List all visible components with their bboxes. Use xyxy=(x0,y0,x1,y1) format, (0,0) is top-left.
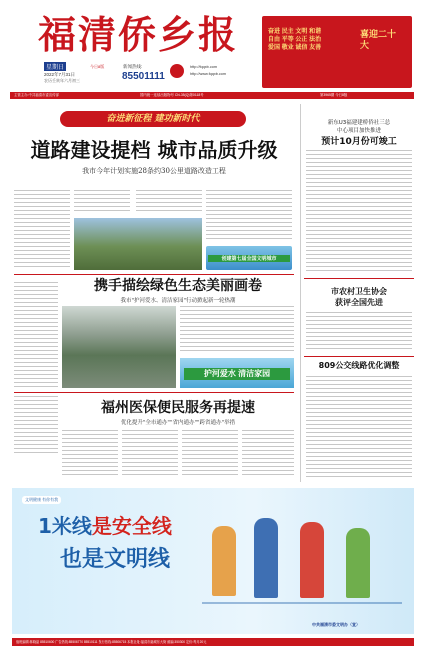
story2-photo xyxy=(62,306,176,388)
story3-body-1 xyxy=(62,430,118,478)
values-row-3: 爱国 敬业 诚信 友善 xyxy=(268,45,322,51)
edition-label: 星期日 xyxy=(44,62,66,71)
story3-body-4 xyxy=(242,430,294,478)
right-title-1c: 预计10月份可竣工 xyxy=(321,137,397,147)
footer-text: 值班编辑:林晓晶 85510600 广告热线:85506770 85510111 发行热线:85506715 本报社址:福清市融城东大街 邮编:350300 定价:每月20元 xyxy=(16,640,207,644)
values-row-1: 奋进 民主 文明 和谐 xyxy=(268,29,322,35)
values-row-2: 自由 平等 公正 法治 xyxy=(268,37,322,43)
right-title-2a: 市农村卫生协会 xyxy=(331,287,387,296)
lead-photo xyxy=(74,218,202,270)
issue-date: 2022年7月31日 xyxy=(44,72,76,77)
lead-headline: 道路建设提档 城市品质升级 xyxy=(30,138,278,162)
lead-body-col1 xyxy=(14,190,70,270)
lead-kicker: 奋进新征程 建功新时代 xyxy=(106,114,200,124)
lead-subhead: 我市今年计划实施28条约30公里道路改造工程 xyxy=(82,167,226,175)
right-body-3 xyxy=(306,376,412,478)
story3-body-3 xyxy=(182,430,238,478)
right-title-1b: 中心项目加快推进 xyxy=(336,128,381,134)
phone-number: 85501111 xyxy=(122,71,165,82)
creation-caption: 创建第七届全国文明城市 xyxy=(208,255,290,262)
info-strip xyxy=(10,92,414,99)
story2-headline: 携手描绘绿色生态美丽画卷 xyxy=(94,278,262,294)
story2-body-left xyxy=(14,282,58,388)
strip-left: 主管主办:中共福清市委宣传部 xyxy=(14,93,60,97)
right-title-2b: 获评全国先进 xyxy=(335,298,383,307)
story3-subhead: 优化提升"全市通办""省内通办""跨省通办"举措 xyxy=(120,420,236,426)
masthead xyxy=(10,8,414,92)
lead-body-col4 xyxy=(206,190,292,240)
story3-body-left xyxy=(14,396,58,456)
footer-bar xyxy=(12,638,414,646)
ad-top-line: 文明健康 有你有我 xyxy=(22,496,61,504)
river-caption: 护河爱水 清洁家园 xyxy=(184,368,290,380)
lunar-date: 农历壬寅年六月初三 xyxy=(44,78,80,83)
divider xyxy=(304,356,414,357)
anniversary-text: 喜迎二十大 xyxy=(360,30,397,51)
right-body-2 xyxy=(306,312,412,352)
strip-mid: 国内统一连续出版物号 CN-35(Q)第0118号 xyxy=(140,93,204,97)
logo-icon xyxy=(170,64,184,78)
ad-one-meter: 1米线 xyxy=(38,514,92,538)
phone-label: 新闻热线: xyxy=(123,64,143,69)
lead-kicker-banner xyxy=(60,111,246,127)
website-url-2[interactable]: http://www.fqqxb.com xyxy=(190,72,227,76)
ad-line-2: 也是文明线 xyxy=(60,547,171,572)
river-badge xyxy=(180,358,294,388)
creation-badge xyxy=(206,246,292,270)
lead-body-col3 xyxy=(136,190,202,214)
website-url[interactable]: http://fqqxb.com xyxy=(190,65,218,69)
ad-safety-line: 是安全线 xyxy=(91,514,172,538)
people-illustration xyxy=(202,508,402,618)
ad-line-1 xyxy=(38,510,172,539)
right-title-3: 809公交线路优化调整 xyxy=(318,361,400,370)
story2-body-right xyxy=(180,306,294,354)
story3-body-2 xyxy=(122,430,178,478)
issue-count: 今日8版 xyxy=(90,64,105,69)
divider xyxy=(304,278,414,279)
right-column-rule xyxy=(300,104,301,482)
ad-credit: 中共福清市委文明办（宣） xyxy=(312,622,360,627)
divider xyxy=(14,274,294,275)
civility-ad xyxy=(12,488,414,634)
divider xyxy=(14,392,294,393)
right-title-1: 新东U3福建建桥侨社三总 xyxy=(327,120,391,126)
strip-right: 第3965期 今日8版 xyxy=(320,93,348,97)
story2-subhead: 我市"护河爱水、清洁家园"行动掀起新一轮热潮 xyxy=(120,298,236,304)
lead-body-col2 xyxy=(74,190,130,214)
values-banner xyxy=(262,16,412,88)
right-body-1 xyxy=(306,150,412,274)
story3-headline: 福州医保便民服务再提速 xyxy=(101,400,255,416)
newspaper-title: 福清侨乡报 xyxy=(38,12,239,57)
